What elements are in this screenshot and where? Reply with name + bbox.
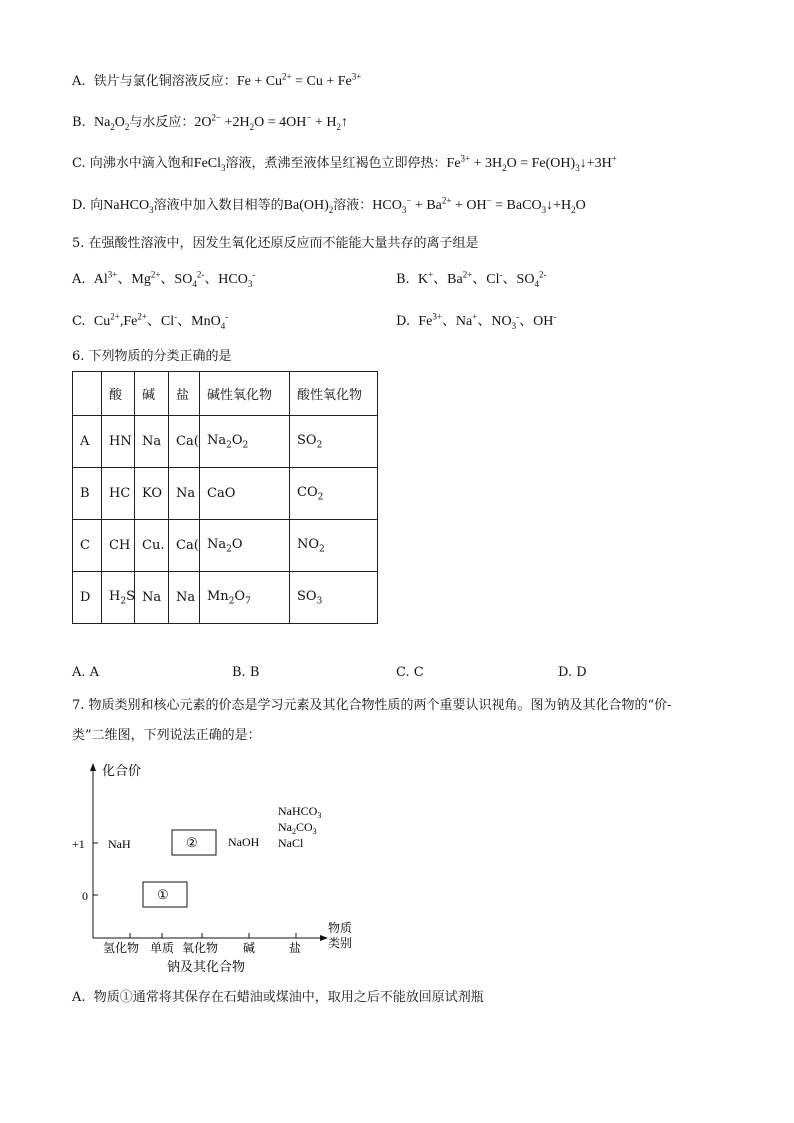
x-axis-arrow	[320, 935, 328, 941]
x-tick-label: 单质	[150, 941, 175, 955]
q7-stem-line2: 类”二维图，下列说法正确的是：	[72, 728, 261, 743]
x-axis-caption: 钠及其化合物	[167, 959, 246, 974]
salt-cell: Na	[176, 590, 196, 605]
label-na2co3: $Na_2CO_3$	[278, 820, 317, 836]
acidic-oxide-cell: $CO_2$	[290, 468, 378, 520]
acidic-oxide-cell: $SO_2$	[290, 416, 378, 468]
y-tick-label: +1	[72, 837, 85, 851]
table-header-cell: 酸	[102, 372, 135, 416]
q4-option-d: D. 向NaHCO$_3$溶液中加入数目相等的$Ba(OH)_2$溶液：$HCO_3^- + Ba^{2+} + OH^-$ = $BaCO_3↓+H_2O$	[72, 195, 586, 215]
basic-oxide-cell: CaO	[200, 468, 290, 520]
acid-cell: HN	[109, 434, 132, 449]
q7-option-a: A. 物质①通常将其保存在石蜡油或煤油中，取用之后不能放回原试剂瓶	[72, 990, 484, 1005]
q6-choice-b: B. B	[232, 665, 260, 680]
classification-table	[72, 371, 378, 624]
salt-cell: Ca(	[176, 538, 199, 553]
row-label: B	[73, 468, 102, 520]
table-header-cell	[73, 372, 102, 416]
base-cell: Na	[142, 434, 162, 449]
table-row	[73, 520, 378, 572]
label-naoh: NaOH	[228, 835, 260, 849]
q6-choice-c: C. C	[396, 665, 424, 680]
basic-oxide-cell: $Na_2O$	[200, 520, 290, 572]
q6-choice-a: A. A	[72, 665, 100, 680]
q4-option-a: A. 铁片与氯化铜溶液反应：$Fe + Cu^{2+} = Cu + Fe^{3+}$	[72, 71, 362, 89]
x-tick-label: 氧化物	[182, 941, 219, 955]
basic-oxide-cell: $Na_2O_2$	[200, 416, 290, 468]
table-header-cell: 酸性氧化物	[290, 372, 378, 416]
x-axis-title-line1: 物质	[328, 921, 353, 935]
table-header-row	[73, 372, 378, 416]
y-axis-title: 化合价	[102, 763, 142, 778]
salt-cell: Na	[176, 486, 196, 501]
acid-cell: HC	[109, 486, 131, 501]
q7-stem-line1: 7. 物质类别和核心元素的价态是学习元素及其化合物性质的两个重要认识视角。图为钠及其化合物的“价-	[72, 698, 672, 713]
box-2-label: ②	[186, 835, 198, 850]
row-label: A	[73, 416, 102, 468]
table-row	[73, 416, 378, 468]
x-tick-label: 碱	[243, 941, 256, 955]
q5-stem: 5. 在强酸性溶液中，因发生氧化还原反应而不能能大量共存的离子组是	[72, 236, 479, 251]
acid-cell: $H_2S$	[109, 588, 135, 607]
q5-option-a: A. $Al^{3+}$、$Mg^{2+}$、$SO_4^{2-}$、$HCO_3^-$	[72, 269, 256, 289]
base-cell: Cu.	[142, 538, 165, 553]
y-axis-arrow	[90, 763, 96, 771]
q6-choice-d: D. D	[558, 665, 587, 680]
x-tick-label: 盐	[289, 941, 302, 955]
q4-option-b: B. $Na_2O_2$与水反应：$2O^{2-} +2H_2O = 4OH^-$ + $H_2↑$	[72, 112, 348, 132]
x-tick-label: 氢化物	[103, 941, 140, 955]
acidic-oxide-cell: $SO_3$	[290, 572, 378, 624]
base-cell: KO	[142, 486, 163, 501]
table-header-cell: 盐	[169, 372, 200, 416]
basic-oxide-cell: $Mn_2O_7$	[200, 572, 290, 624]
box-1-label: ①	[157, 887, 169, 902]
x-axis-title-line2: 类别	[328, 936, 353, 950]
table-header-cell: 碱	[135, 372, 169, 416]
acid-cell: CH	[109, 538, 131, 553]
row-label: C	[73, 520, 102, 572]
table-row	[73, 572, 378, 624]
table-header-cell: 碱性氧化物	[200, 372, 290, 416]
valence-class-diagram	[60, 760, 380, 980]
row-label: D	[73, 572, 102, 624]
q4-option-c: C. 向沸水中滴入饱和FeCl$_3$溶液，煮沸至液体呈红褐色立即停热：$Fe^{3+} + 3H_2O$ = $Fe(OH)_3↓+3H^+$	[72, 153, 617, 173]
acidic-oxide-cell: $NO_2$	[290, 520, 378, 572]
q5-option-d: D. $Fe^{3+}$、Na+、$NO_3^-$、OH-	[396, 311, 557, 331]
q5-option-c: C. $Cu^{2+},Fe^{2+}$、Cl-、MnO$_4$-	[72, 311, 229, 331]
q5-option-b: B. K+、$Ba^{2+}$、Cl-、$SO_4^{2-}$	[396, 269, 547, 289]
label-nacl: NaCl	[278, 836, 304, 850]
y-tick-label: 0	[82, 889, 88, 903]
label-nah: NaH	[108, 837, 131, 851]
base-cell: Na	[142, 590, 162, 605]
label-nahco3: NaHCO$_3$	[278, 804, 322, 820]
salt-cell: Ca(	[176, 434, 199, 449]
table-row	[73, 468, 378, 520]
q6-stem: 6. 下列物质的分类正确的是	[72, 349, 232, 364]
